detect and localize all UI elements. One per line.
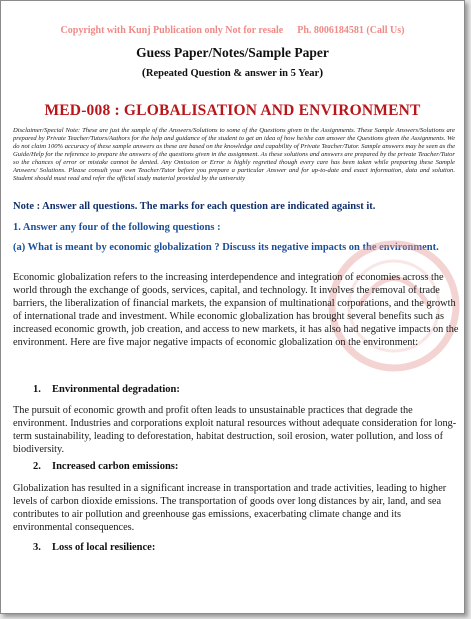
point-title: Increased carbon emissions: — [52, 461, 179, 472]
course-title: MED-008 : GLOBALISATION AND ENVIRONMENT — [44, 102, 421, 119]
point-heading — [33, 384, 453, 395]
answer-introduction: Economic globalization refers to the increasing interdependence and integration of economies across the world through the exchange of goods, services, capital, and technology. It involves the removal of trade barriers, the liberalization of financial markets, the expansion of multinational corporations, and the growth of international trade and investment. While economic globalization has brought several benefits such as increased economic growth, job creation, and access to new markets, it has also had negative impacts on the environment. Here are five major negative impacts of economic globalization on the environment: — [13, 272, 459, 348]
point-number: 2. — [33, 461, 41, 472]
sub-question: (a) What is meant by economic globalization ? Discuss its negative impacts on the environment. — [13, 242, 439, 253]
copyright-text: Copyright with Kunj Publication only Not for resale — [60, 25, 284, 36]
point-heading — [33, 461, 453, 472]
document-title: Guess Paper/Notes/Sample Paper — [136, 45, 329, 60]
instructions-note: Note : Answer all questions. The marks for each question are indicated against it. — [13, 201, 376, 212]
point-number: 3. — [33, 542, 41, 553]
point-title: Environmental degradation: — [52, 384, 180, 395]
point-number: 1. — [33, 384, 41, 395]
copyright-notice — [1, 25, 464, 36]
point-paragraph: Globalization has resulted in a significant increase in transportation and trade activities, leading to higher levels of carbon dioxide emissions. The transportation of goods over long distances by air, land, and sea contributes to air pollution and greenhouse gas emissions, exacerbating climate change and its environmental consequences. — [13, 483, 447, 533]
point-title: Loss of local resilience: — [52, 542, 156, 553]
disclaimer-note: Disclaimer/Special Note: These are just the sample of the Answers/Solutions to some of the Questions given in the Assignments. These Sample Answers/Solutions are prepared by Private Teacher/Tutors/Authors for the help and guidance of the student to get an idea of how he/she can answer the Questions given the Assignments. We do not claim 100% accuracy of these sample answers as these are based on the knowledge and capability of Private Teacher/Tutor. Sample answers may be seen as the Guide/Help for the reference to prepare the answers of the questions given in the assignment. As these solutions and answers are prepared by the private Teacher/Tutor so the chances of error or mistake cannot be denied. Any Omission or Error is highly regretted though every care has been taken while preparing these Sample Answers/ Solutions. Please consult your own Teacher/Tutor before you prepare a particular Answer and for up-to-date and exact information, data and solution. Student should must read and refer the official study material provided by the university — [13, 127, 455, 182]
subtitle-text: Repeated Question & answer in 5 Year — [145, 68, 320, 79]
document-subtitle: (Repeated Question & answer in 5 Year) — [141, 65, 324, 79]
point-heading — [33, 542, 453, 553]
question-heading: 1. Answer any four of the following questions : — [13, 222, 221, 233]
phone-number: Ph. 8006184581 (Call Us) — [297, 25, 405, 36]
point-paragraph: The pursuit of economic growth and profit often leads to unsustainable practices that degrade the environment. Industries and corporations exploit natural resources without adequate consideration for long-term sustainability, leading to deforestation, habitat destruction, soil erosion, water pollution, and loss of biodiversity. — [13, 405, 457, 455]
